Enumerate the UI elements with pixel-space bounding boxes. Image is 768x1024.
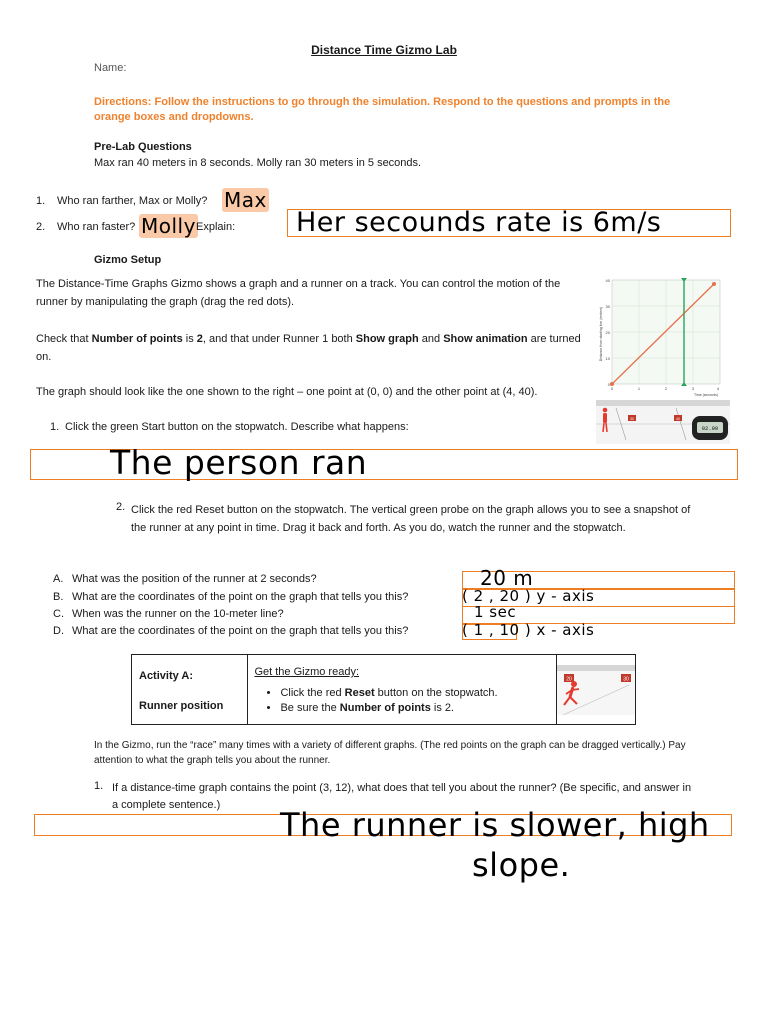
prelab-q2-number: 2. — [36, 221, 46, 233]
name-label: Name: — [94, 62, 127, 74]
activity-ready: Get the Gizmo ready: — [254, 666, 359, 678]
step2-text: Click the red Reset button on the stopwatch. The vertical green probe on the graph allows you to see a snapshot of the runner at any point in time. Drag it back and forth. As you do, watch the runner and the stopwatch. — [131, 504, 691, 534]
directions: Directions: Follow the instructions to go through the simulation. Respond to the questions and prompts in the orange boxes and dropdowns. — [94, 96, 671, 123]
question-c-answer[interactable]: 1 sec — [474, 603, 517, 621]
question-d: What are the coordinates of the point on the graph that tells you this? — [72, 625, 409, 637]
question-d-answer[interactable]: ( 1 , 10 ) x - axis — [462, 621, 595, 639]
activity-label: Activity A: — [139, 670, 193, 682]
graph-ylabel: Distance from starting line (meters) — [599, 306, 603, 362]
runner-track-image — [557, 655, 635, 724]
marker-20: 20 — [566, 676, 572, 683]
x-tick: 2 — [664, 386, 668, 391]
question-d-letter: D. — [53, 625, 64, 637]
activity-name: Runner position — [139, 700, 224, 712]
y-tick: 10 — [605, 356, 610, 361]
question-b-letter: B. — [53, 591, 64, 603]
question-b: What are the coordinates of the point on the graph that tells you this? — [72, 591, 409, 603]
marker-30: 30 — [623, 676, 629, 683]
prelab-q2: Who ran faster? — [57, 221, 136, 233]
y-tick: 30 — [605, 304, 610, 309]
setup-paragraph-1: The Distance-Time Graphs Gizmo shows a graph and a runner on a track. You can control the motion of the runner by manipulating the graph (drag the red dots). — [36, 278, 561, 308]
activity-q1: If a distance-time graph contains the point (3, 12), what does that tell you about the runner? (Be specific, and answer in a complete sentence.) — [112, 782, 692, 811]
question-a-letter: A. — [53, 573, 64, 585]
activity-image-cell — [557, 655, 635, 724]
prelab-q2-explanation[interactable]: Her secounds rate is 6m/s — [296, 207, 662, 238]
prelab-q1-answer[interactable]: Max — [224, 188, 267, 212]
graph-point-end[interactable] — [712, 282, 716, 286]
setup-paragraph-3: The graph should look like the one shown to the right – one point at (0, 0) and the other point at (4, 40). — [36, 386, 538, 398]
y-tick: 0 — [607, 382, 610, 387]
question-a: What was the position of the runner at 2 seconds? — [72, 573, 317, 585]
activity-q1-number: 1. — [94, 780, 104, 792]
x-tick: 4 — [716, 386, 720, 391]
activity-table — [131, 654, 636, 725]
prelab-heading: Pre-Lab Questions — [94, 141, 192, 153]
step1-text: Click the green Start button on the stopwatch. Describe what happens: — [65, 421, 409, 433]
marker-40: 40 — [676, 417, 680, 421]
step2-number: 2. — [116, 501, 126, 513]
x-tick: 1 — [637, 386, 641, 391]
step1-number: 1. — [50, 421, 60, 433]
marker-30: 30 — [630, 417, 634, 421]
stopwatch[interactable] — [692, 416, 728, 440]
prelab-q2-answer[interactable]: Molly — [141, 214, 196, 238]
step1-answer[interactable]: The person ran — [110, 443, 368, 482]
prelab-q1: Who ran farther, Max or Molly? — [57, 195, 208, 207]
activity-bullet: • Be sure the Number of points is 2. — [280, 701, 497, 716]
question-c: When was the runner on the 10-meter line? — [72, 608, 284, 620]
question-a-answer[interactable]: 20 m — [480, 566, 534, 590]
activity-q1-answer-line-1[interactable]: The runner is slower, high — [280, 806, 710, 844]
prelab-q1-number: 1. — [36, 195, 46, 207]
x-tick: 3 — [691, 386, 695, 391]
setup-paragraph-2: Check that Number of points is 2, and that under Runner 1 both Show graph and Show animation are turned on. — [36, 333, 581, 363]
page-title: Distance Time Gizmo Lab — [311, 43, 457, 57]
y-tick: 20 — [605, 330, 610, 335]
question-c-letter: C. — [53, 608, 64, 620]
question-b-answer[interactable]: ( 2 , 20 ) y - axis — [462, 587, 595, 605]
prelab-q2-explain-label: Explain: — [196, 221, 236, 233]
activity-bullets — [252, 686, 497, 716]
graph-xlabel: Time (seconds) — [694, 393, 718, 397]
activity-q1-answer-line-2[interactable]: slope. — [472, 846, 571, 884]
gizmo-graph-image — [596, 274, 730, 446]
activity-label-cell — [132, 655, 248, 724]
y-tick: 40 — [605, 278, 610, 283]
prelab-intro: Max ran 40 meters in 8 seconds. Molly ran 30 meters in 5 seconds. — [94, 157, 422, 169]
activity-bullet: • Click the red Reset button on the stopwatch. — [280, 686, 497, 701]
setup-heading: Gizmo Setup — [94, 254, 162, 266]
stopwatch-display: 02.90 — [701, 425, 719, 432]
x-tick: 0 — [610, 386, 614, 391]
activity-intro: In the Gizmo, run the “race” many times with a variety of different graphs. (The red points on the graph can be dragged vertically.) Pay attention to what the graph tells you about the runner. — [94, 740, 686, 766]
activity-instructions-cell — [248, 655, 557, 724]
